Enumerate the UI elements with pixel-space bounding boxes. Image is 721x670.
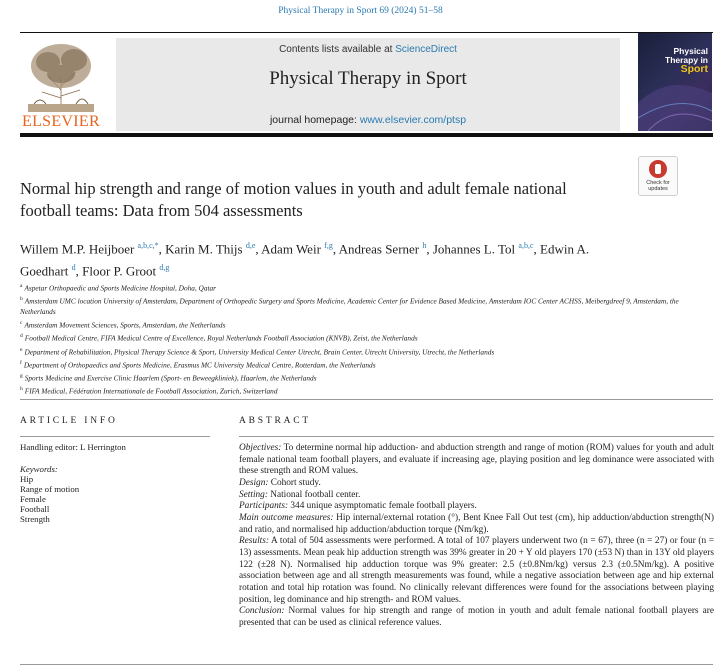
article-title: Normal hip strength and range of motion values in youth and adult female national football teams: Data from 504 assessments	[20, 179, 567, 220]
author-separator: ,	[158, 241, 166, 257]
top-rule-thin	[20, 32, 713, 33]
keyword-list	[20, 474, 210, 524]
affiliation-item	[20, 294, 700, 318]
author-list	[20, 236, 620, 281]
keyword-item: Hip	[20, 474, 34, 484]
article-info-rule	[20, 436, 210, 437]
affiliation-key: c	[20, 320, 23, 327]
abstract-section-label: Design:	[239, 477, 269, 488]
abstract-section	[239, 443, 714, 478]
affiliation-text: Department of Orthopaedics and Sports Medicine, Erasmus MC University Medical Centre, Rotterdam, the Netherlands	[23, 360, 376, 370]
affiliation-key: f	[20, 359, 22, 366]
affiliation-text: Amsterdam UMC location University of Amsterdam, Department of Orthopedic Surgery and Sports Medicine, Academic Center for Evidence Based Medicine, Amsterdam IOC Center ACHSS, Meibergdreef 9, Amsterdam, the Netherlands	[20, 296, 679, 317]
check-for-updates-button[interactable]	[638, 156, 678, 196]
homepage-line	[116, 114, 620, 126]
author-separator: ,	[75, 263, 83, 279]
author-name[interactable]: Adam Weir	[261, 241, 321, 257]
cover-title	[665, 47, 708, 74]
abstract-section	[239, 501, 714, 513]
abstract-section-text: Cohort study.	[268, 477, 321, 488]
affiliation-text: Aspetar Orthopaedic and Sports Medicine Hospital, Doha, Qatar	[24, 283, 216, 293]
abstract-section	[239, 536, 714, 606]
affiliation-text: Football Medical Centre, FIFA Medical Centre of Excellence, Royal Netherlands Football Association (KNVB), Zeist, the Netherlands	[24, 333, 418, 343]
bottom-rule	[20, 664, 713, 665]
keyword-item: Female	[20, 494, 46, 504]
author-name[interactable]: Edwin A. Goedhart	[20, 241, 590, 279]
journal-title: Physical Therapy in Sport	[269, 68, 467, 89]
affiliation-key: d	[20, 333, 23, 340]
article-info-heading: ARTICLE INFO	[20, 416, 118, 426]
contents-prefix: Contents lists available at	[279, 44, 396, 55]
author-affiliation-marks[interactable]: a,b,c	[518, 241, 534, 250]
author-name[interactable]: Andreas Serner	[338, 241, 420, 257]
author-affiliation-marks[interactable]: a,b,c,*	[137, 241, 159, 250]
homepage-prefix: journal homepage:	[269, 114, 360, 126]
cover-title-line-2: Therapy in	[665, 55, 708, 65]
abstract-section-text: National football center.	[267, 489, 361, 500]
author-separator: ,	[533, 241, 540, 257]
abstract-section-label: Conclusion:	[239, 606, 285, 617]
abstract-section-label: Setting:	[239, 489, 268, 500]
publisher-wordmark: ELSEVIER	[22, 113, 100, 130]
affiliation-item	[20, 331, 700, 344]
abstract-body	[239, 443, 714, 630]
affiliation-key: g	[20, 373, 23, 380]
abstract-section	[239, 513, 714, 536]
author-name[interactable]: Karin M. Thijs	[165, 241, 243, 257]
article-info-panel	[20, 442, 210, 524]
abstract-section-text: 344 unique asymptomatic female football players.	[288, 501, 477, 512]
keywords-label: Keywords:	[20, 464, 58, 474]
author-affiliation-marks[interactable]: d,g	[159, 263, 170, 273]
affiliation-key: b	[20, 296, 23, 303]
abstract-section	[239, 490, 714, 502]
affiliation-list	[20, 281, 700, 398]
masthead-bottom-rule	[20, 133, 713, 137]
abstract-section-text: Normal values for hip strength and range of motion in youth and adult female national football players are presented that can be used as clinical reference values.	[239, 606, 714, 628]
abstract-section-label: Participants:	[239, 501, 289, 512]
abstract-section-text: A total of 504 assessments were performed. A total of 107 players underwent two (n = 67), three (n = 27) or four (n = 13) assessments. Mean peak hip adduction strength was 39% greater in 20 + Y old players 170 (±53 N) than in 13Y old players 122 (±28 N). Normalised hip adduction torque was 9% greater: 2.5 (±0.8Nm/kg) versus 2.3 (±0.5Nm/kg). A positive association between age and all strength measurements was found, while a negative association between age and hip external rotation and total hip rotation was found. No clinically relevant differences were found for the associations between playing position, leg dominance and hip strength- and ROM values.	[239, 536, 714, 605]
affiliation-item	[20, 318, 700, 331]
abstract-section	[239, 606, 714, 629]
journal-citation-link[interactable]: Physical Therapy in Sport 69 (2024) 51–58	[278, 6, 443, 16]
section-divider	[20, 399, 713, 400]
affiliation-item	[20, 384, 700, 397]
handling-editor: Handling editor: L Herrington	[20, 442, 126, 452]
bookmark-icon	[649, 160, 667, 178]
author-affiliation-marks[interactable]: d,e	[245, 241, 256, 250]
author-name[interactable]: Johannes L. Tol	[432, 241, 516, 257]
author-affiliation-marks[interactable]: f,g	[324, 241, 333, 250]
author-affiliation-marks[interactable]: d	[71, 263, 76, 273]
affiliation-key: e	[20, 346, 23, 353]
abstract-section-text: To determine normal hip adduction- and abduction strength and range of motion (ROM) values for youth and adult female national team football players, and evaluate if increasing age, playing position and leg dominance were associated with these strength and ROM values.	[239, 443, 714, 477]
keyword-item: Football	[20, 504, 50, 514]
author-affiliation-marks[interactable]: h	[422, 241, 427, 250]
abstract-section	[239, 478, 714, 490]
affiliation-text: Department of Rehabilitation, Physical Therapy Science & Sport, University Medical Center Utrecht, Brain Center, Utrecht University, Utrecht, the Netherlands	[24, 347, 495, 357]
abstract-section-label: Main outcome measures:	[239, 512, 334, 523]
author-separator: ,	[332, 241, 339, 257]
author-name[interactable]: Floor P. Groot	[82, 263, 157, 279]
sciencedirect-link[interactable]: ScienceDirect	[395, 44, 457, 55]
affiliation-item	[20, 281, 700, 294]
affiliation-text: FIFA Medical, Fédération Internationale de Football Association, Zurich, Switzerland	[24, 386, 278, 396]
cover-title-line-3: Sport	[680, 63, 708, 75]
affiliation-item	[20, 358, 700, 371]
keyword-item: Strength	[20, 514, 50, 524]
author-name[interactable]: Willem M.P. Heijboer	[20, 241, 135, 257]
check-updates-label: Check for updates	[646, 180, 670, 192]
journal-masthead	[116, 38, 620, 131]
affiliation-text: Amsterdam Movement Sciences, Sports, Amsterdam, the Netherlands	[24, 320, 226, 330]
contents-line	[116, 44, 620, 55]
affiliation-item	[20, 371, 700, 384]
cover-title-line-1: Physical	[673, 46, 708, 56]
journal-homepage-link[interactable]: www.elsevier.com/ptsp	[359, 114, 467, 126]
abstract-section-label: Results:	[239, 536, 269, 547]
abstract-rule	[239, 436, 714, 437]
abstract-section-label: Objectives:	[239, 443, 282, 453]
keyword-item: Range of motion	[20, 484, 80, 494]
abstract-heading: ABSTRACT	[239, 416, 312, 426]
author-separator: ,	[426, 241, 433, 257]
affiliation-key: h	[20, 386, 23, 393]
abstract-section-text: Hip internal/external rotation (°), Bent Knee Fall Out test (cm), hip adduction/abduction strength(N) and ratio, and normalised hip adduction/abduction torque (Nm/kg).	[239, 512, 714, 535]
affiliation-key: a	[20, 283, 23, 289]
journal-cover-image[interactable]	[638, 33, 712, 131]
affiliation-text: Sports Medicine and Exercise Clinic Haarlem (Sport- en Beweegkliniek), Haarlem, the Netherlands	[24, 373, 317, 383]
affiliation-item	[20, 345, 700, 358]
author-separator: ,	[255, 241, 262, 257]
